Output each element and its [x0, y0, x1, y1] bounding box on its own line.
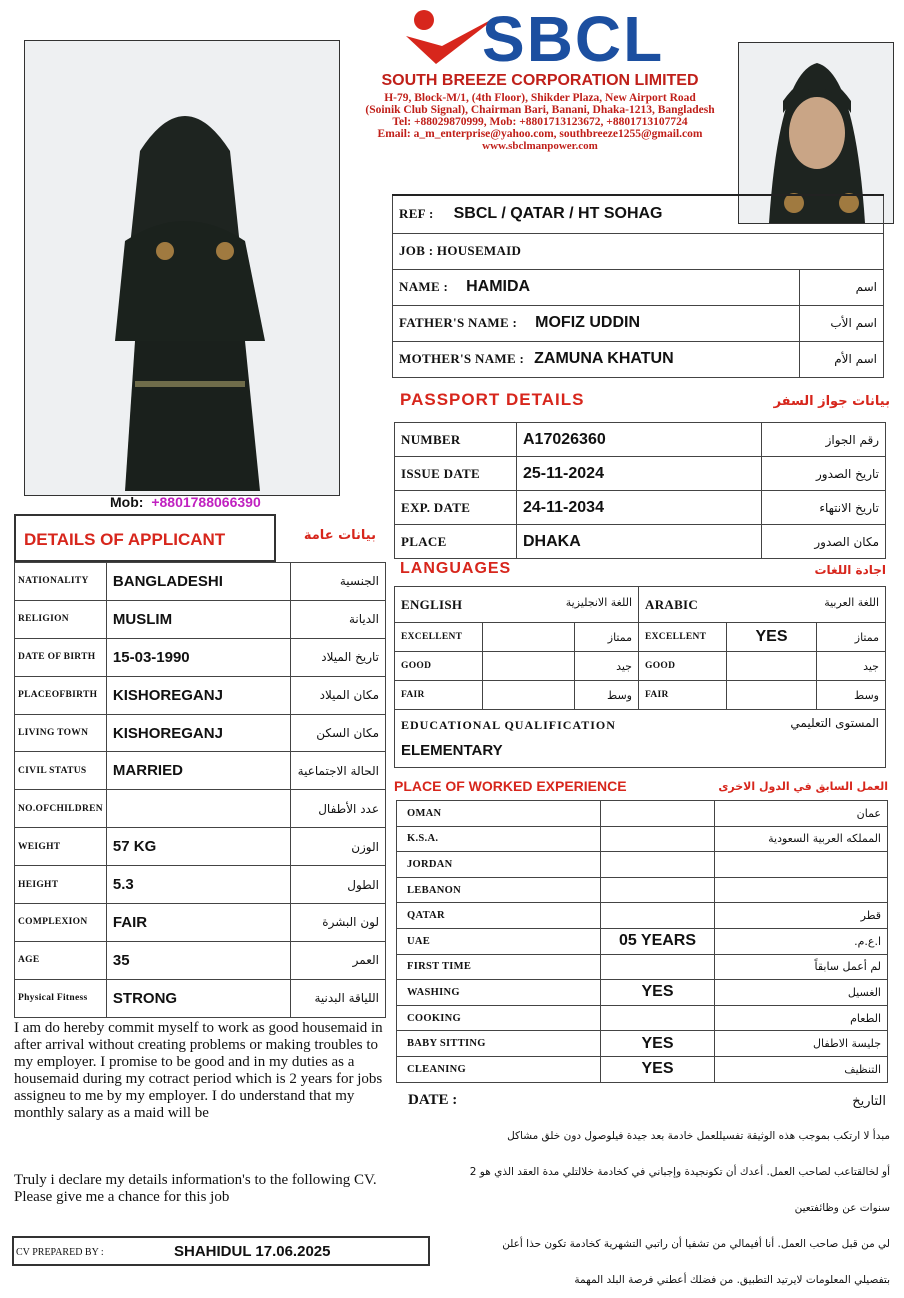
mother-value: ZAMUNA KHATUN — [534, 350, 674, 367]
applicant-label: CIVIL STATUS — [15, 752, 107, 790]
applicant-value: 5.3 — [106, 866, 290, 904]
address-line-1: H-79, Block-M/1, (4th Floor), Shikder Plaza, New Airport Road — [384, 92, 696, 104]
experience-value — [601, 954, 715, 980]
experience-label-ar: ا.ع.م. — [715, 928, 888, 954]
arabic-level-label: EXCELLENT — [639, 623, 727, 652]
applicant-label-ar: الوزن — [290, 828, 385, 866]
passport-label: EXP. DATE — [395, 491, 517, 525]
language-level-row — [395, 652, 886, 681]
experience-label: JORDAN — [397, 852, 601, 878]
mobile-line — [110, 494, 261, 510]
arabic-commitment — [440, 1118, 890, 1298]
experience-row — [397, 954, 888, 980]
applicant-label: Physical Fitness — [15, 979, 107, 1017]
applicant-label: NATIONALITY — [15, 563, 107, 601]
prepared-by-value: SHAHIDUL 17.06.2025 — [174, 1243, 331, 1260]
experience-value — [601, 877, 715, 903]
experience-row — [397, 801, 888, 827]
commitment-text: I am do hereby commit myself to work as good housemaid in after arrival without creating problems or making troubles to my employer. I promise to be good and in my duties as a housemaid during my cotract period which is 2 years for jobs assigneu to me by my employer. I do understand that my monthly salary as a maid will be — [14, 1020, 383, 1121]
applicant-label-ar: لون البشرة — [290, 904, 385, 942]
address-line-2: (Soinik Club Signal), Chairman Bari, Banani, Dhaka-1213, Bangladesh — [365, 104, 715, 116]
experience-row — [397, 928, 888, 954]
applicant-label-ar: الجنسية — [290, 563, 385, 601]
father-value: MOFIZ UDDIN — [535, 314, 641, 331]
education-value: ELEMENTARY — [401, 742, 503, 759]
applicant-label: WEIGHT — [15, 828, 107, 866]
passport-label-ar: رقم الجواز — [762, 423, 886, 457]
passport-label: NUMBER — [395, 423, 517, 457]
english-level-label: GOOD — [395, 652, 483, 681]
experience-label-ar: قطر — [715, 903, 888, 929]
arabic-level-value: YES — [727, 623, 817, 652]
english-level-value — [483, 652, 575, 681]
name-label: NAME : — [399, 279, 449, 294]
arabic-label: ARABIC — [645, 596, 699, 612]
passport-label: ISSUE DATE — [395, 457, 517, 491]
english-level-value — [483, 681, 575, 710]
applicant-row — [15, 828, 386, 866]
english-level-value — [483, 623, 575, 652]
arabic-level-ar: ممتاز — [817, 623, 886, 652]
passport-label-ar: تاريخ الصدور — [762, 457, 886, 491]
experience-value: 05 YEARS — [601, 928, 715, 954]
applicant-title-ar: بيانات عامة — [303, 528, 376, 543]
experience-label: BABY SITTING — [397, 1031, 601, 1057]
experience-row — [397, 903, 888, 929]
experience-label: QATAR — [397, 903, 601, 929]
applicant-label: HEIGHT — [15, 866, 107, 904]
experience-label: OMAN — [397, 801, 601, 827]
applicant-row — [15, 790, 386, 828]
education-label: EDUCATIONAL QUALIFICATION — [401, 718, 616, 732]
experience-label-ar: الطعام — [715, 1005, 888, 1031]
experience-value: YES — [601, 980, 715, 1006]
name-value: HAMIDA — [466, 278, 531, 295]
experience-value — [601, 903, 715, 929]
applicant-table — [14, 562, 386, 1018]
applicant-value: BANGLADESHI — [106, 563, 290, 601]
applicant-row — [15, 600, 386, 638]
experience-label: CLEANING — [397, 1056, 601, 1082]
applicant-label-ar: الحالة الاجتماعية — [290, 752, 385, 790]
experience-label: WASHING — [397, 980, 601, 1006]
passport-value: 24-11-2034 — [517, 491, 762, 525]
experience-value — [601, 826, 715, 852]
english-level-ar: وسط — [575, 681, 639, 710]
experience-label: COOKING — [397, 1005, 601, 1031]
languages-table — [394, 586, 886, 768]
applicant-label-ar: تاريخ الميلاد — [290, 638, 385, 676]
ref-value: SBCL / QATAR / HT SOHAG — [453, 205, 663, 223]
mobile-label: Mob: — [110, 494, 144, 510]
applicant-value: KISHOREGANJ — [106, 714, 290, 752]
arabic-level-ar: جيد — [817, 652, 886, 681]
education-label-ar: المستوى التعليمي — [790, 716, 879, 730]
father-label-ar: اسم الأب — [799, 305, 883, 341]
languages-title: LANGUAGES — [400, 560, 512, 577]
personal-info-table — [392, 194, 884, 378]
passport-label: PLACE — [395, 525, 517, 559]
applicant-row — [15, 979, 386, 1017]
experience-row — [397, 980, 888, 1006]
experience-value — [601, 852, 715, 878]
experience-label-ar: لم أعمل سابقاً — [715, 954, 888, 980]
applicant-label-ar: عدد الأطفال — [290, 790, 385, 828]
experience-row — [397, 1005, 888, 1031]
experience-row — [397, 1056, 888, 1082]
experience-row — [397, 852, 888, 878]
applicant-label: COMPLEXION — [15, 904, 107, 942]
experience-value — [601, 1005, 715, 1031]
applicant-label: DATE OF BIRTH — [15, 638, 107, 676]
person-silhouette-icon — [25, 41, 340, 496]
applicant-label: NO.OFCHILDREN — [15, 790, 107, 828]
applicant-value — [106, 790, 290, 828]
experience-label: LEBANON — [397, 877, 601, 903]
experience-table — [396, 800, 888, 1083]
applicant-row — [15, 941, 386, 979]
applicant-label: PLACEOFBIRTH — [15, 676, 107, 714]
applicant-label: RELIGION — [15, 600, 107, 638]
prepared-by-box — [12, 1236, 430, 1266]
experience-title-ar: العمل السابق في الدول الاخرى — [718, 780, 888, 793]
language-level-row — [395, 623, 886, 652]
applicant-title: DETAILS OF APPLICANT — [24, 530, 226, 549]
passport-row — [395, 457, 886, 491]
passport-title-ar: بيانات جواز السفر — [773, 394, 890, 409]
name-label-ar: اسم — [799, 269, 883, 305]
applicant-row — [15, 904, 386, 942]
experience-label: K.S.A. — [397, 826, 601, 852]
father-label: FATHER'S NAME : — [399, 315, 518, 330]
passport-table — [394, 422, 886, 559]
logo — [402, 3, 702, 75]
applicant-value: STRONG — [106, 979, 290, 1017]
experience-title: PLACE OF WORKED EXPERIENCE — [394, 778, 627, 794]
phone-line: Tel: +88029870999, Mob: +8801713123672, +8801713107724 — [392, 116, 688, 128]
date-label: DATE : — [408, 1092, 458, 1108]
arabic-line-4: بتفصيلي المعلومات لايرتيد التطبيق. من فضلك أعطني فرصة البلد المهمة — [574, 1274, 890, 1286]
passport-title: PASSPORT DETAILS — [400, 390, 585, 409]
experience-label: UAE — [397, 928, 601, 954]
arabic-level-value — [727, 652, 817, 681]
passport-value: DHAKA — [517, 525, 762, 559]
applicant-label-ar: العمر — [290, 941, 385, 979]
experience-label-ar: المملكه العربية السعودية — [715, 826, 888, 852]
applicant-row — [15, 638, 386, 676]
email-line: Email: a_m_enterprise@yahoo.com, southbreeze1255@gmail.com — [377, 128, 703, 140]
passport-row — [395, 491, 886, 525]
applicant-row — [15, 714, 386, 752]
applicant-value: 57 KG — [106, 828, 290, 866]
english-level-label: FAIR — [395, 681, 483, 710]
arabic-line-3: لي من قبل صاحب العمل. أنا أفيمالي من تشفيا أن راتبي التشهرية كخادمة تكون حذا أعلن — [502, 1238, 890, 1250]
company-name: SOUTH BREEZE CORPORATION LIMITED — [381, 72, 699, 89]
experience-label-ar: الغسيل — [715, 980, 888, 1006]
applicant-label-ar: مكان السكن — [290, 714, 385, 752]
applicant-row — [15, 563, 386, 601]
english-level-label: EXCELLENT — [395, 623, 483, 652]
applicant-label: LIVING TOWN — [15, 714, 107, 752]
applicant-value: MARRIED — [106, 752, 290, 790]
languages-title-ar: اجادة اللغات — [814, 563, 886, 577]
experience-row — [397, 877, 888, 903]
language-level-row — [395, 681, 886, 710]
applicant-label: AGE — [15, 941, 107, 979]
experience-row — [397, 1031, 888, 1057]
applicant-value: MUSLIM — [106, 600, 290, 638]
mother-label-ar: اسم الأم — [799, 341, 883, 377]
declaration-text: Truly i declare my details information's to the following CV. Please give me a chance for this job — [14, 1172, 377, 1205]
job-label: JOB : HOUSEMAID — [399, 243, 522, 258]
arabic-line-1: مبدأ لا ارتكب بموجب هذه الوثيقة تفسيللعمل خادمة بعد جيدة فيلوصول دون خلق مشاكل — [507, 1130, 890, 1142]
ref-label: REF : — [399, 206, 434, 222]
arabic-level-value — [727, 681, 817, 710]
english-label-ar: اللغة الانجليزية — [565, 595, 632, 609]
applicant-value: KISHOREGANJ — [106, 676, 290, 714]
applicant-value: 35 — [106, 941, 290, 979]
english-level-ar: ممتاز — [575, 623, 639, 652]
applicant-value: 15-03-1990 — [106, 638, 290, 676]
passport-row — [395, 423, 886, 457]
applicant-label-ar: مكان الميلاد — [290, 676, 385, 714]
applicant-row — [15, 752, 386, 790]
website: www.sbclmanpower.com — [482, 140, 598, 152]
experience-label-ar: عمان — [715, 801, 888, 827]
english-label: ENGLISH — [401, 596, 463, 612]
applicant-value: FAIR — [106, 904, 290, 942]
date-label-ar: التاريخ — [852, 1094, 886, 1109]
passport-label-ar: مكان الصدور — [762, 525, 886, 559]
arabic-level-ar: وسط — [817, 681, 886, 710]
experience-value: YES — [601, 1031, 715, 1057]
experience-label: FIRST TIME — [397, 954, 601, 980]
passport-value: 25-11-2024 — [517, 457, 762, 491]
experience-value — [601, 801, 715, 827]
experience-row — [397, 826, 888, 852]
applicant-title-box — [14, 514, 276, 562]
prepared-by-label: CV PREPARED BY : — [16, 1247, 104, 1258]
arabic-line-2: أو لخالقتاعب لصاحب العمل. أعدك أن تكونجيدة وإجباني في كخادمة خلالتلي مدة العقد الذي هو 2 سنوات عن وظائفتعين — [469, 1166, 890, 1214]
applicant-row — [15, 676, 386, 714]
applicant-label-ar: اللياقة البدنية — [290, 979, 385, 1017]
experience-label-ar — [715, 877, 888, 903]
arabic-label-ar: اللغة العربية — [824, 595, 879, 609]
experience-label-ar: التنظيف — [715, 1056, 888, 1082]
passport-value: A17026360 — [517, 423, 762, 457]
arabic-level-label: GOOD — [639, 652, 727, 681]
logo-text: SBCL — [482, 3, 665, 75]
english-level-ar: جيد — [575, 652, 639, 681]
applicant-label-ar: الطول — [290, 866, 385, 904]
passport-label-ar: تاريخ الانتهاء — [762, 491, 886, 525]
applicant-label-ar: الديانة — [290, 600, 385, 638]
passport-row — [395, 525, 886, 559]
arabic-level-label: FAIR — [639, 681, 727, 710]
experience-value: YES — [601, 1056, 715, 1082]
company-header — [350, 72, 730, 152]
applicant-row — [15, 866, 386, 904]
experience-label-ar: جليسة الاطفال — [715, 1031, 888, 1057]
mobile-number: +8801788066390 — [151, 494, 261, 510]
mother-label: MOTHER'S NAME : — [399, 351, 525, 366]
experience-label-ar — [715, 852, 888, 878]
applicant-full-photo — [24, 40, 340, 496]
